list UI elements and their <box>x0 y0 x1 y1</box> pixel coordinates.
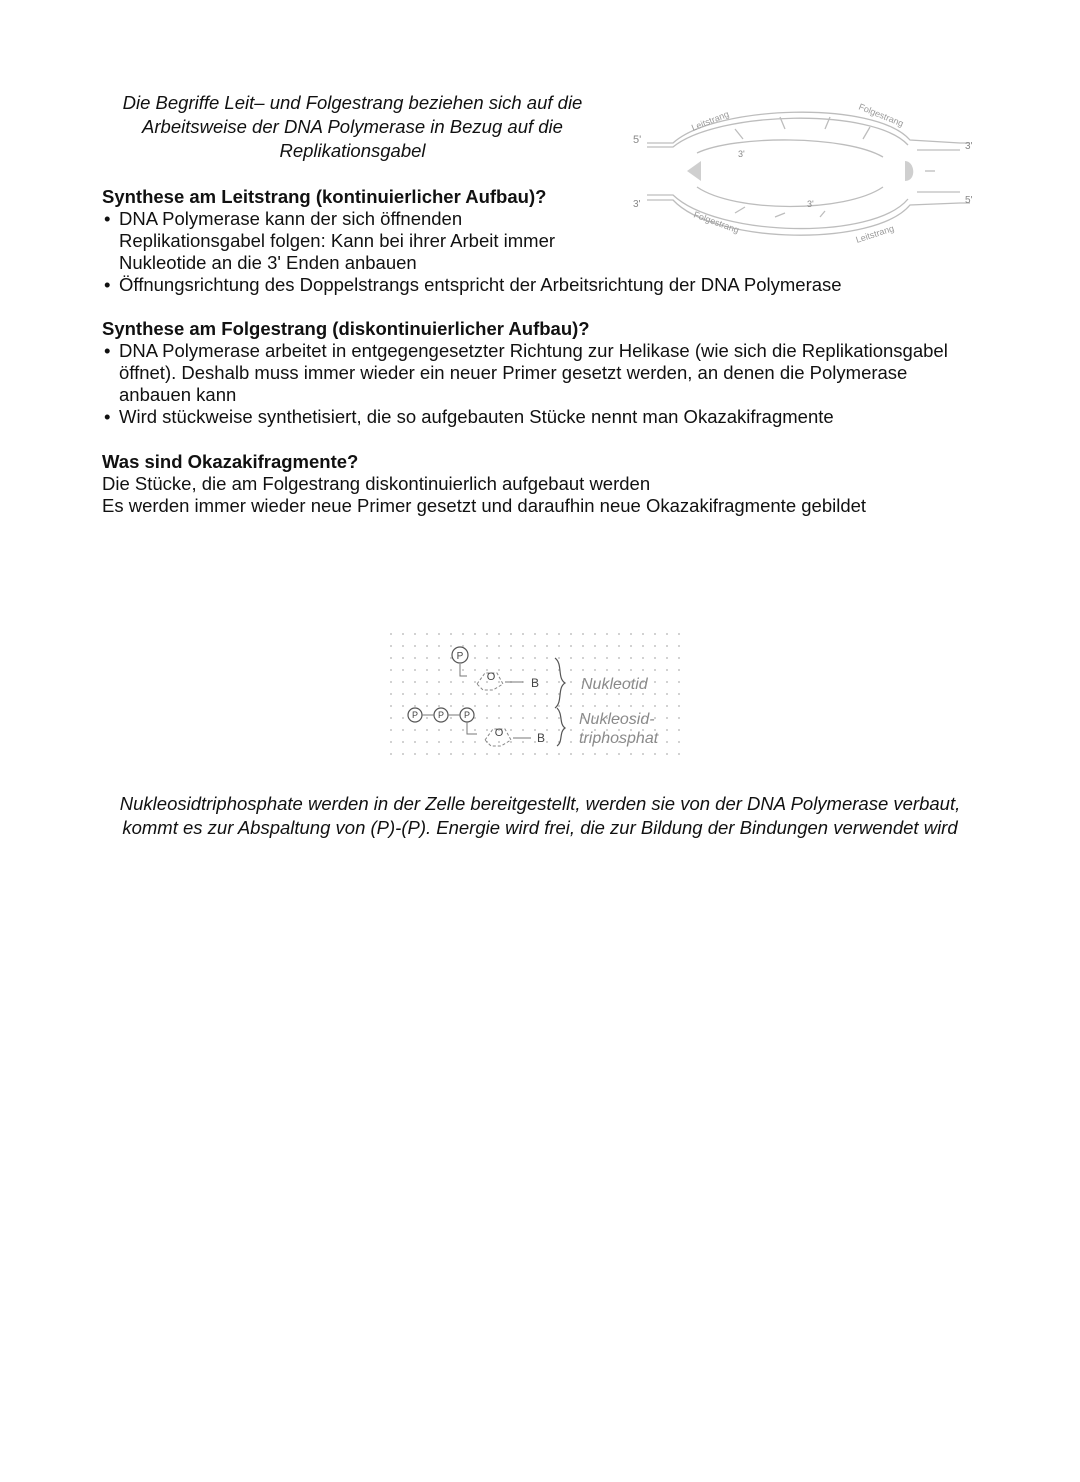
svg-text:P: P <box>411 710 419 720</box>
svg-text:B: B <box>536 731 546 745</box>
base-label: B <box>530 676 540 690</box>
list-item: • Öffnungsrichtung des Doppelstrangs entspricht der Arbeitsrichtung der DNA Polymerase <box>104 274 842 295</box>
svg-text:O: O <box>494 727 504 739</box>
svg-text:P: P <box>463 710 471 720</box>
nukleosid-label-line1: Nukleosid- <box>579 711 655 728</box>
svg-text:P: P <box>437 710 445 720</box>
caption-text: Nukleosidtriphosphate werden in der Zelle bereitgestellt, werden sie von der DNA Polymerase verbaut, kommt es zur Abspaltung von (P)-(P). Energie wird frei, die zur Bildung der Bindungen verwendet wird <box>119 793 961 838</box>
section-folgestrang <box>102 318 962 428</box>
okazaki-line-1: Die Stücke, die am Folgestrang diskontinuierlich aufgebaut werden <box>102 473 651 494</box>
nukleosid-label-line2: triphosphat <box>579 730 659 747</box>
section-okazaki-heading: Was sind Okazakifragmente? <box>102 451 359 472</box>
list-item: • DNA Polymerase arbeitet in entgegengesetzter Richtung zur Helikase (wie sich die Replikationsgabel öffnet). Deshalb muss immer wieder ein neuer Primer gesetzt werden, an denen die Polymerase anbauen kann <box>104 340 948 405</box>
folgestrang-top-label: Folgestrang <box>857 101 906 129</box>
polymerase-left-icon <box>687 161 701 181</box>
folgestrang-bottom-label: Folgestrang <box>692 209 741 236</box>
nucleotide-sketch <box>385 628 695 768</box>
folgestrang-bullet-list <box>102 340 962 428</box>
svg-text:O: O <box>486 671 496 683</box>
section-leitstrang-heading: Synthese am Leitstrang (kontinuierlicher Aufbau)? <box>102 186 547 207</box>
leitstrang-bottom-label: Leitstrang <box>854 223 896 245</box>
section-okazaki <box>102 451 972 517</box>
list-item: • Wird stückweise synthetisiert, die so aufgebauten Stücke nennt man Okazakifragmente <box>104 406 834 427</box>
leitstrang-bullet-list <box>102 208 962 296</box>
list-item: • DNA Polymerase kann der sich öffnenden Replikationsgabel folgen: Kann bei ihrer Arbeit immer Nukleotide an die 3' Enden anbauen <box>104 208 556 273</box>
section-leitstrang <box>102 186 962 296</box>
nukleotid-label: Nukleotid <box>581 676 648 693</box>
label-5-left: 5' <box>633 134 642 146</box>
section-folgestrang-heading: Synthese am Folgestrang (diskontinuierlicher Aufbau)? <box>102 318 590 339</box>
okazaki-line-2: Es werden immer wieder neue Primer gesetzt und daraufhin neue Okazakifragmente gebildet <box>102 495 867 516</box>
label-3-inner-bottom: 3' <box>807 199 814 209</box>
svg-text:P: P <box>456 651 464 662</box>
helicase-right-icon <box>905 161 913 181</box>
leitstrang-top-label: Leitstrang <box>690 108 731 133</box>
label-3-left: 3' <box>633 199 641 210</box>
label-3-inner-top: 3' <box>738 149 745 159</box>
label-5-right: 5' <box>965 195 973 206</box>
intro-text: Die Begriffe Leit– und Folgestrang beziehen sich auf die Arbeitsweise der DNA Polymerase in Bezug auf die Replikationsgabel <box>122 92 583 161</box>
label-3-right: 3' <box>965 141 973 152</box>
